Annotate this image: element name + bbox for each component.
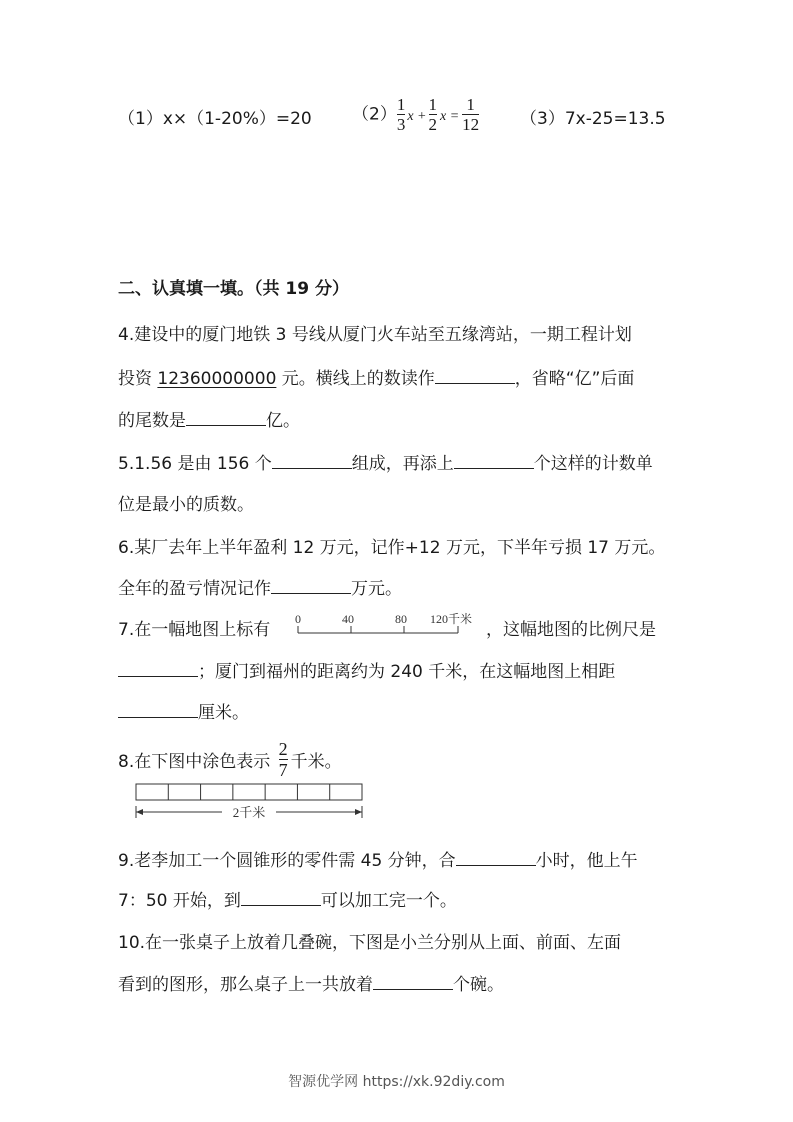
answer-blank[interactable]: [373, 971, 453, 990]
footer-watermark: 智源优学网 https://xk.92diy.com: [288, 1074, 505, 1090]
answer-blank[interactable]: [118, 699, 198, 718]
q7-line-2: ；厦门到福州的距离约为 240 千米，在这幅地图上相距: [118, 657, 615, 682]
fraction-two-sevenths: $\frac{2}{7}$: [278, 739, 288, 780]
q10-line-1: 10.在一张桌子上放着几叠碗，下图是小兰分别从上面、前面、左面: [118, 933, 622, 953]
answer-blank[interactable]: [271, 575, 351, 594]
answer-blank[interactable]: [435, 365, 515, 384]
section-2-title: 二、认真填一填。（共 19 分）: [118, 279, 349, 299]
eq2-term-2: x =: [440, 108, 460, 124]
q4-line-1: 4.建设中的厦门地铁 3 号线从厦门火车站至五缘湾站，一期工程计划: [118, 325, 632, 345]
q6-line-2: 全年的盈亏情况记作 万元。: [118, 574, 402, 599]
answer-blank[interactable]: [456, 847, 536, 866]
q9-line-1: 9.老李加工一个圆锥形的零件需 45 分钟，合 小时，他上午: [118, 846, 638, 871]
q6-line-1: 6.某厂去年上半年盈利 12 万元，记作+12 万元，下半年亏损 17 万元。: [118, 538, 666, 558]
scale-tick-label: 40: [342, 612, 354, 626]
q7-line-3: 厘米。: [118, 698, 249, 723]
equation-3: （3）7x-25=13.5: [520, 109, 666, 129]
bar-length-label: 2千米: [232, 805, 266, 820]
scale-tick-label: 0: [295, 612, 301, 626]
answer-blank[interactable]: [454, 450, 534, 469]
equation-2-label: （2）: [352, 104, 397, 125]
answer-blank[interactable]: [272, 450, 352, 469]
equation-2: [352, 96, 479, 133]
eq2-term-1: x +: [407, 108, 427, 124]
segment-bar-diagram: [130, 780, 370, 822]
q5-line-2: 位是最小的质数。: [118, 495, 254, 515]
answer-blank[interactable]: [241, 887, 321, 906]
line-scale-image: [292, 609, 492, 639]
q4-line-3: 的尾数是 亿。: [118, 406, 300, 431]
q10-line-2: 看到的图形，那么桌子上一共放着 个碗。: [118, 970, 504, 995]
q5-line-1: 5.1.56 是由 156 个 组成，再添上 个这样的计数单: [118, 449, 653, 474]
scale-tick-label: 120千米: [430, 612, 473, 626]
answer-blank[interactable]: [118, 658, 198, 677]
q7-line-1-rest: ，这幅地图的比例尺是: [486, 620, 656, 640]
bar-outline: [136, 784, 362, 800]
equation-1: （1）x×（1-20%）=20: [118, 109, 312, 129]
underlined-number: 12360000000: [157, 369, 277, 389]
fraction-one-third: $\frac{1}{3}$: [396, 95, 406, 134]
q7-line-1-text: 7.在一幅地图上标有: [118, 620, 271, 640]
fraction-one-half: $\frac{1}{2}$: [428, 95, 437, 134]
scale-tick-label: 80: [395, 612, 407, 626]
answer-blank[interactable]: [186, 407, 266, 426]
q4-line-2: 投资 12360000000 元。横线上的数读作 ，省略“亿”后面: [118, 364, 634, 389]
q8-line-1: 8.在下图中涂色表示 $\frac{2}{7}$ 千米。: [118, 739, 342, 780]
q9-line-2: 7：50 开始，到 可以加工完一个。: [118, 886, 457, 911]
fraction-one-twelfth: $\frac{1}{12}$: [462, 95, 480, 134]
